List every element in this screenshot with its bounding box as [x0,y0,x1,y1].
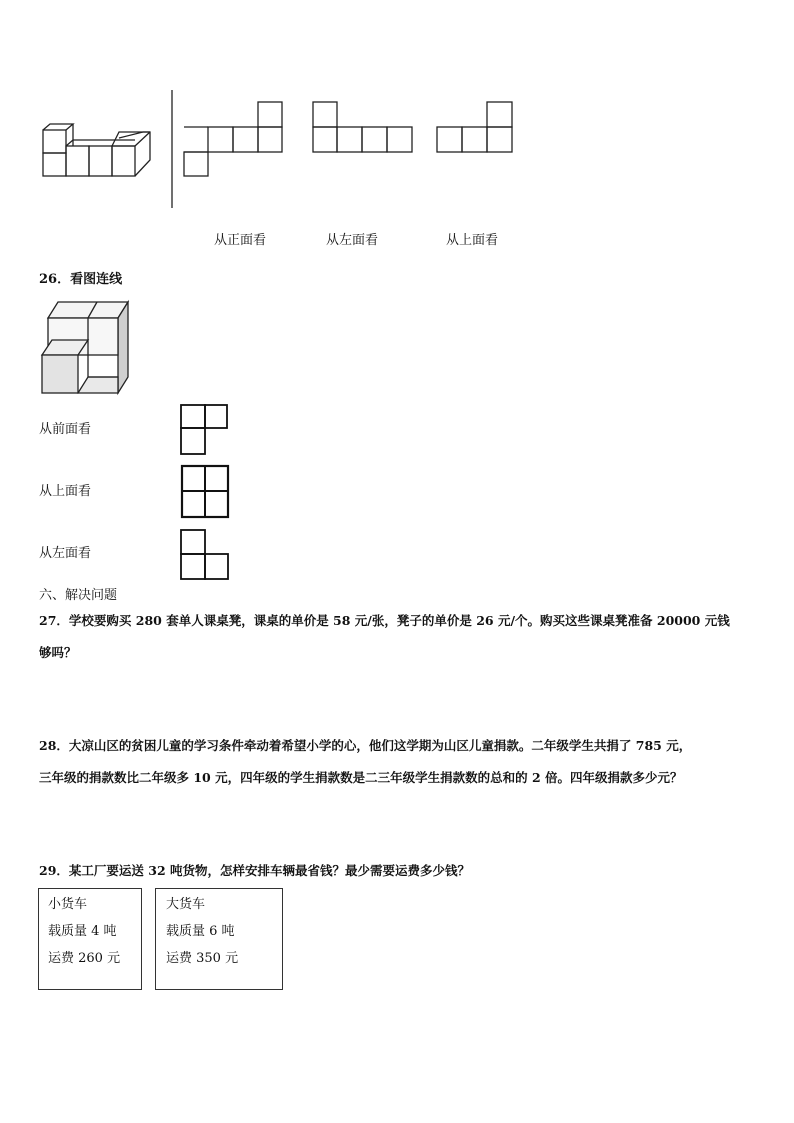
big-truck-fee: 运费 350 元 [166,951,239,966]
q26-option-front-drawing [181,405,227,454]
small-truck-name: 小货车 [48,897,88,912]
label-front-view-25: 从正面看 [214,233,267,248]
q26-label-front: 从前面看 [39,422,92,437]
q27-line2: 够吗？ [39,645,77,660]
view-top-drawing [437,102,512,152]
q26-option-left-drawing [181,530,228,579]
view-front-drawing [184,102,282,176]
label-left-view-25: 从左面看 [326,233,379,248]
q27-line1: 27．学校要购买 280 套单人课桌凳，课桌的单价是 58 元/张，凳子的单价是 26 元/个。购买这些课桌凳准备 20000 元钱 [39,613,730,628]
q28-line2: 三年级的捐款数比二年级多 10 元，四年级的学生捐款数是二三年级学生捐款数的总和的 2 倍。四年级捐款多少元？ [39,770,683,785]
big-truck-load: 载质量 6 吨 [166,924,235,939]
q26-label-top: 从上面看 [39,484,92,499]
q26-label-left: 从左面看 [39,546,92,561]
label-top-view-25: 从上面看 [446,233,499,248]
q26-solid-drawing [42,302,128,393]
q29-question: 29．某工厂要运送 32 吨货物，怎样安排车辆最省钱？最少需要运费多少钱？ [39,863,470,878]
q26-option-top-drawing [182,466,228,517]
q26-figure [0,290,300,590]
q26-title: 26．看图连线 [39,272,123,287]
big-truck-name: 大货车 [166,897,206,912]
q25-figure [0,0,794,260]
small-truck-load: 载质量 4 吨 [48,924,117,939]
small-truck-fee: 运费 260 元 [48,951,121,966]
big-truck-card [155,888,283,990]
q25-solid-drawing [43,124,150,176]
section-heading-solve-problems: 六、解决问题 [39,588,118,603]
q28-line1: 28．大凉山区的贫困儿童的学习条件牵动着希望小学的心，他们这学期为山区儿童捐款。二年级学生共捐了 785 元， [39,738,692,753]
view-left-drawing [313,102,412,152]
small-truck-card [38,888,142,990]
